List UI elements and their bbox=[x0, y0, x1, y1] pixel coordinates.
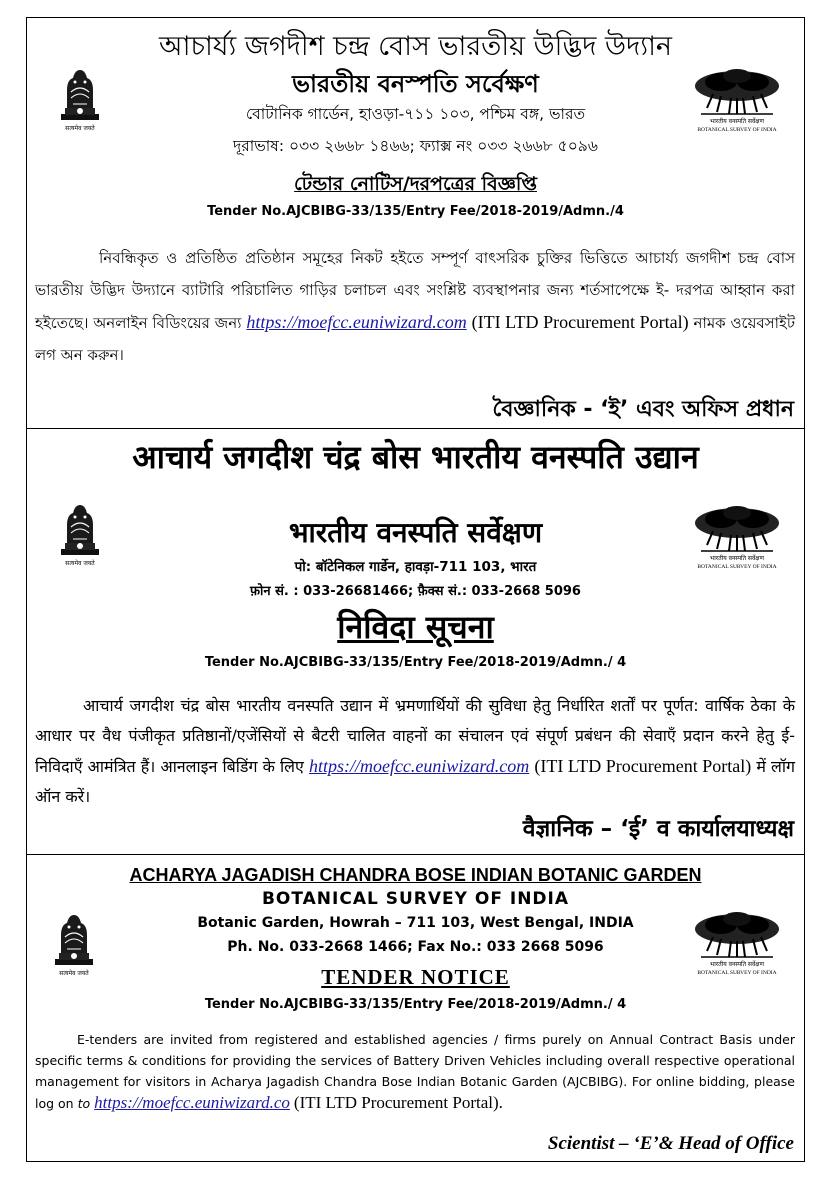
english-address: Botanic Garden, Howrah – 711 103, West Bengal, INDIA bbox=[197, 915, 634, 931]
bengali-body-end: নামক ওয়েবসাইট লগ অন করুন। bbox=[35, 314, 796, 364]
hindi-signature: वैज्ञानिक – ‘ई’ व कार्यालयाध्यक्ष bbox=[522, 816, 794, 842]
bengali-org: ভারতীয় বনস্পতি সর্বেক্ষণ bbox=[292, 70, 539, 98]
bengali-address: বোটানিক গার্ডেন, হাওড়া-৭১১ ১০৩, পশ্চিম বঙ্গ, ভারত bbox=[245, 105, 586, 123]
english-signature: Scientist – ‘E’& Head of Office bbox=[547, 1133, 794, 1154]
hindi-portal-link[interactable]: https://moefcc.euniwizard.com bbox=[308, 756, 530, 776]
english-body-text: E-tenders are invited from registered and established agencies / firms purely on Annual Contract Basis under specific terms & conditions for providing the services of Battery Driven Vehicles including overall respective operational management for visitors in Acharya Jagadish Chandra Bose Indian Botanic Garden (AJCBIBG). For online bidding, please log on bbox=[35, 1032, 795, 1111]
svg-text:भारतीय वनस्पति सर्वेक्षण: भारतीय वनस्पति सर्वेक्षण bbox=[710, 961, 764, 968]
svg-text:BOTANICAL SURVEY OF INDIA: BOTANICAL SURVEY OF INDIA bbox=[697, 127, 777, 133]
hindi-section bbox=[27, 429, 804, 855]
bengali-notice-title: টেন্ডার নোটিস/দরপত্রের বিজ্ঞপ্তি bbox=[294, 173, 537, 195]
hindi-body-end: में लॉग ऑन करें। bbox=[35, 757, 795, 806]
english-portal-name: (ITI LTD Procurement Portal). bbox=[293, 1093, 503, 1112]
bengali-tender-number: Tender No.AJCBIBG-33/135/Entry Fee/2018-2019/Admn./4 bbox=[207, 204, 624, 219]
english-section bbox=[27, 855, 804, 1161]
notice-frame bbox=[26, 17, 805, 1162]
bengali-section bbox=[27, 18, 804, 429]
bengali-body bbox=[35, 242, 795, 371]
svg-text:सत्यमेव जयते: सत्यमेव जयते bbox=[65, 560, 95, 567]
hindi-org: भारतीय वनस्पति सर्वेक्षण bbox=[288, 516, 543, 549]
hindi-body-text: आचार्य जगदीश चंद्र बोस भारतीय वनस्पति उद्यान में भ्रमणार्थियों की सुविधा हेतु निर्धारित शर्तों पर पूर्णत: वार्षिक ठेका के आधार पर वैध पंजीकृत प्रतिष्ठानों/एजेंसियों से बैटरी चालित वाहनों का संचालन एवं संपूर्ण प्रबंधन की सेवाएँ प्रदान करने हेतु ई-निविदाएँ आमंत्रित हैं। आनलाइन बिडिंग के लिए bbox=[35, 696, 795, 776]
hindi-portal-name: (ITI LTD Procurement Portal) bbox=[534, 756, 752, 776]
bengali-portal-name: (ITI LTD Procurement Portal) bbox=[471, 312, 689, 332]
svg-text:BOTANICAL SURVEY OF INDIA: BOTANICAL SURVEY OF INDIA bbox=[697, 970, 777, 976]
svg-text:BOTANICAL SURVEY OF INDIA: BOTANICAL SURVEY OF INDIA bbox=[697, 564, 777, 570]
english-phone: Ph. No. 033-2668 1466; Fax No.: 033 2668 5096 bbox=[227, 939, 604, 955]
svg-text:सत्यमेव जयते: सत्यमेव जयते bbox=[59, 970, 89, 977]
hindi-body bbox=[35, 691, 795, 812]
hindi-title: आचार्य जगदीश चंद्र बोस भारतीय वनस्पति उद्यान bbox=[132, 438, 699, 476]
english-org: BOTANICAL SURVEY OF INDIA bbox=[261, 889, 570, 909]
english-title: ACHARYA JAGADISH CHANDRA BOSE INDIAN BOTANIC GARDEN bbox=[129, 865, 702, 885]
english-tender-number: Tender No.AJCBIBG-33/135/Entry Fee/2018-2019/Admn./ 4 bbox=[204, 997, 627, 1012]
bengali-body-text: নিবন্ধিকৃত ও প্রতিষ্ঠিত প্রতিষ্ঠান সমূহের নিকট হইতে সম্পূর্ণ বাৎসরিক চুক্তির ভিত্তিতে আচার্য্য জগদীশ চন্দ্র বোস ভারতীয় উদ্ভিদ উদ্যানে ব্যাটারি পরিচালিত গাড়ির চলাচল এবং সংশ্লিষ্ট ব্যবস্থাপনার জন্য শর্তসাপেক্ষে ই- দরপত্র আহ্বান করা হইতেছে। অনলাইন বিডিংয়ের জন্য bbox=[35, 249, 795, 332]
svg-text:सत्यमेव जयते: सत्यमेव जयते bbox=[65, 125, 95, 132]
hindi-phone: फ़ोन सं. : 033-26681466; फ़ैक्स सं.: 033-2668 5096 bbox=[250, 584, 581, 599]
svg-text:भारतीय वनस्पति सर्वेक्षण: भारतीय वनस्पति सर्वेक्षण bbox=[710, 118, 764, 125]
english-portal-link[interactable]: https://moefcc.euniwizard.co bbox=[94, 1093, 290, 1112]
english-body bbox=[35, 1029, 795, 1114]
hindi-notice-title: निविदा सूचना bbox=[337, 608, 494, 646]
svg-text:भारतीय वनस्पति सर्वेक्षण: भारतीय वनस्पति सर्वेक्षण bbox=[710, 555, 764, 562]
bengali-phone: দূরাভাষ: ০৩৩ ২৬৬৮ ১৪৬৬; ফ্যাক্স নং ০৩৩ ২৬৬৮ ৫০৯৬ bbox=[233, 137, 598, 155]
bengali-title: আচার্য্য জগদীশ চন্দ্র বোস ভারতীয় উদ্ভিদ উদ্যান bbox=[158, 31, 673, 62]
hindi-tender-number: Tender No.AJCBIBG-33/135/Entry Fee/2018-2019/Admn./ 4 bbox=[204, 655, 627, 670]
english-body-to: to bbox=[77, 1096, 91, 1111]
bengali-portal-link[interactable]: https://moefcc.euniwizard.com bbox=[246, 312, 467, 332]
hindi-address: पो: बॉटेनिकल गार्डेन, हावड़ा-711 103, भारत bbox=[294, 559, 537, 575]
bengali-signature: বৈজ্ঞানিক - ‘ই’ এবং অফিস প্রধান bbox=[492, 397, 794, 422]
english-notice-title: TENDER NOTICE bbox=[321, 965, 510, 989]
